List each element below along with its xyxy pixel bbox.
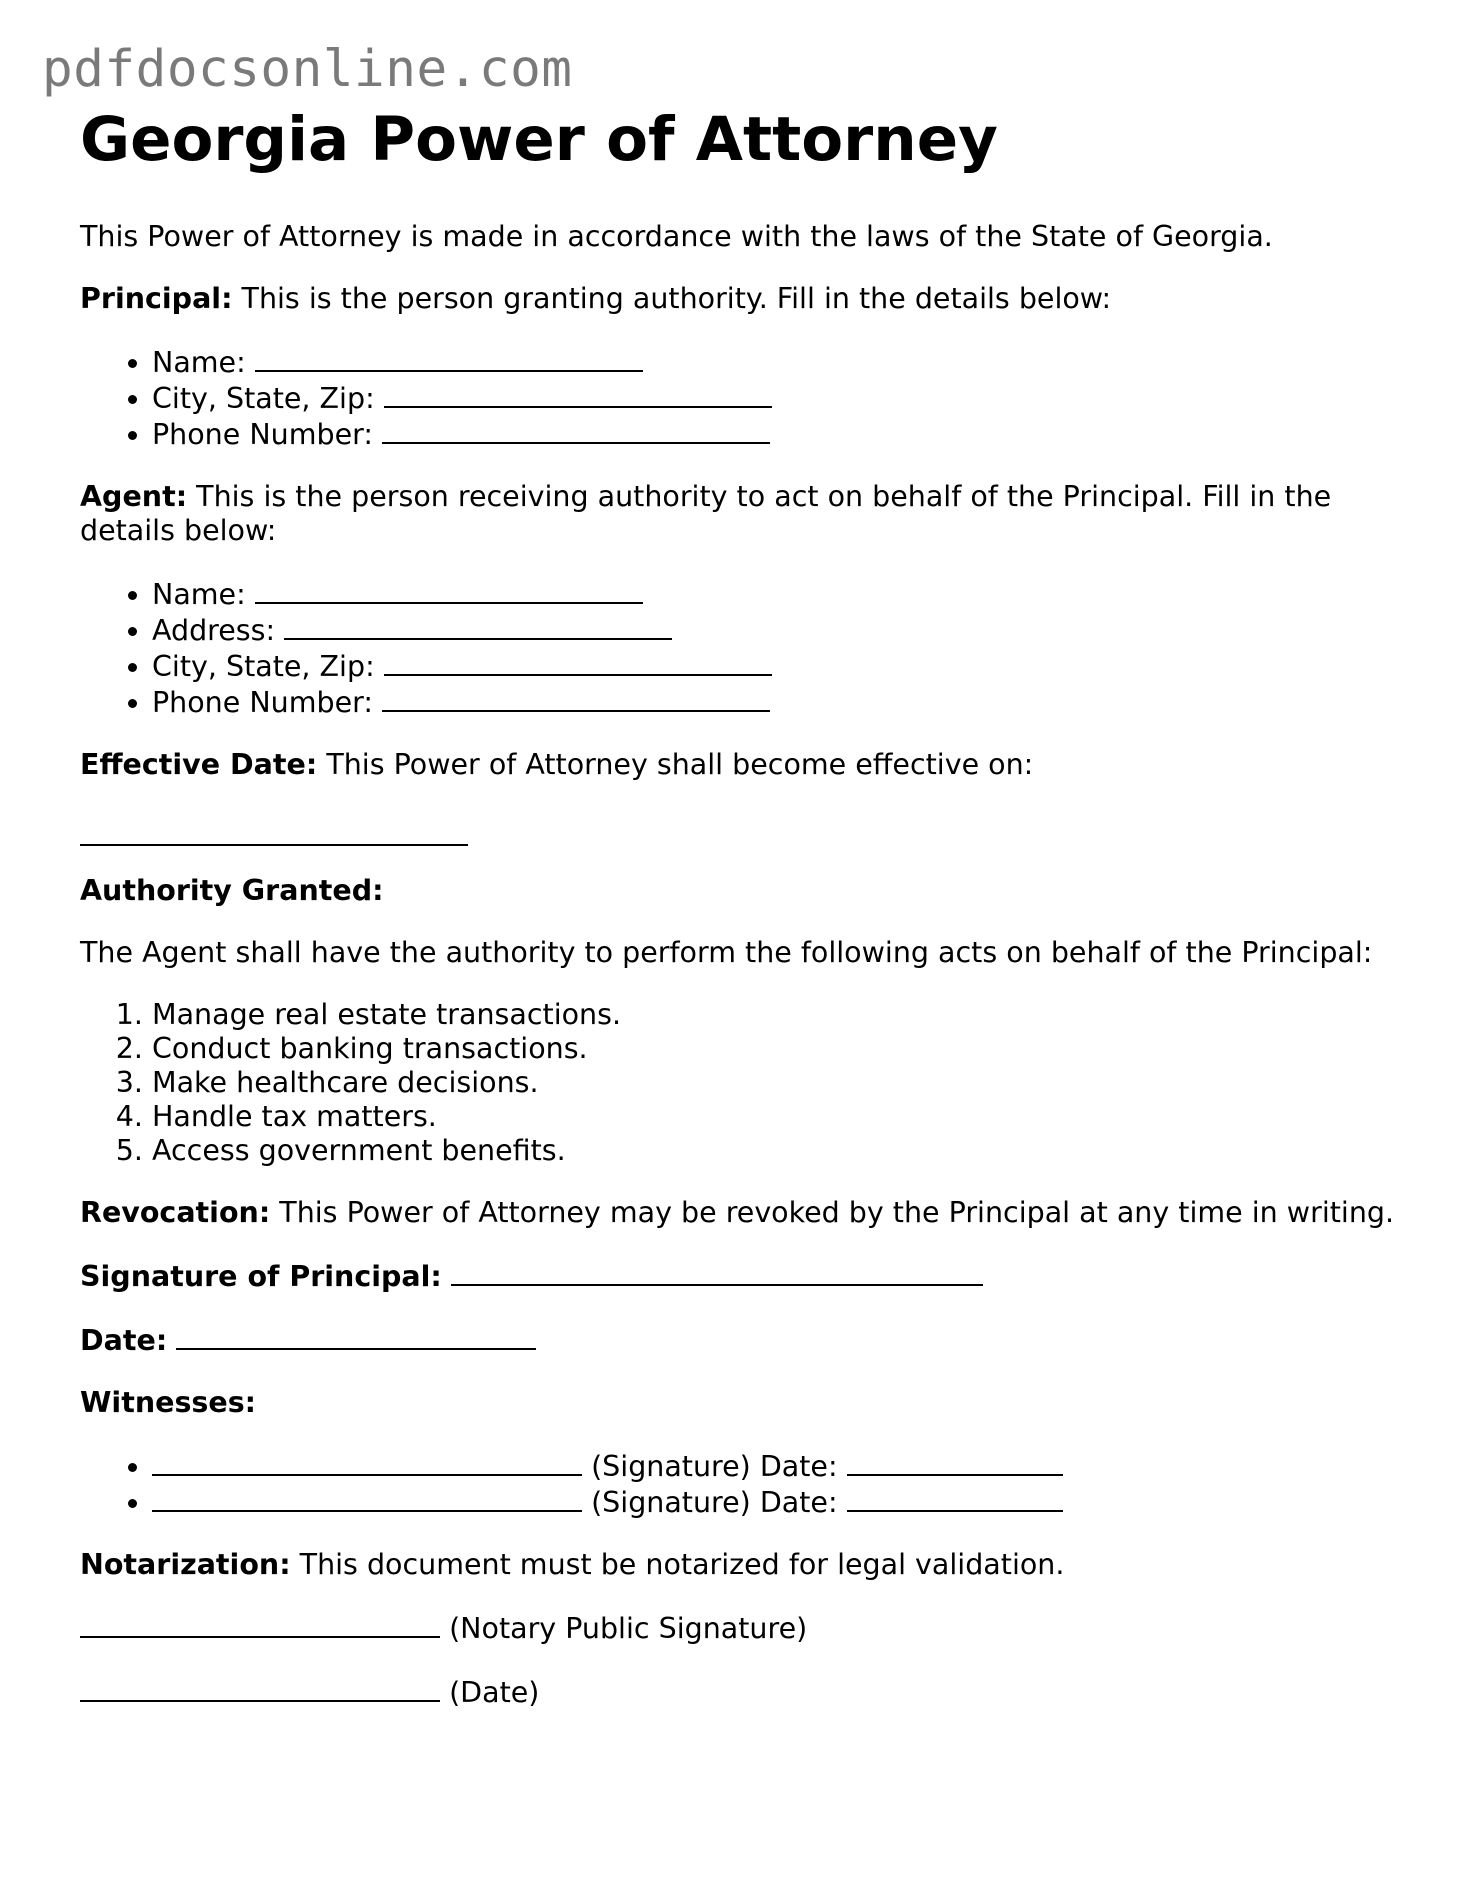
principal-signature-label: Signature of Principal: bbox=[80, 1260, 442, 1293]
principal-signature-line bbox=[80, 1258, 1400, 1294]
date-line bbox=[80, 1322, 1400, 1358]
agent-phone-blank[interactable] bbox=[382, 684, 770, 712]
document-body bbox=[80, 104, 1400, 1710]
authority-list bbox=[80, 998, 1400, 1168]
notary-signature-blank[interactable] bbox=[80, 1610, 440, 1638]
agent-paragraph bbox=[80, 480, 1400, 548]
agent-address-blank[interactable] bbox=[284, 612, 672, 640]
witness-signature-label: (Signature) Date: bbox=[591, 1450, 838, 1483]
agent-name-field bbox=[152, 576, 1400, 612]
date-label: Date: bbox=[80, 1324, 168, 1357]
revocation-text: This Power of Attorney may be revoked by the Principal at any time in writing. bbox=[279, 1196, 1395, 1229]
agent-label: Agent: bbox=[80, 480, 188, 513]
principal-name-blank[interactable] bbox=[255, 344, 643, 372]
field-label: Name: bbox=[152, 578, 246, 611]
notary-date-label: (Date) bbox=[449, 1676, 540, 1709]
agent-city-field bbox=[152, 648, 1400, 684]
principal-fields-list bbox=[80, 344, 1400, 452]
effective-date-label: Effective Date: bbox=[80, 748, 318, 781]
principal-phone-field bbox=[152, 416, 1400, 452]
principal-name-field bbox=[152, 344, 1400, 380]
agent-fields-list bbox=[80, 576, 1400, 720]
intro-paragraph: This Power of Attorney is made in accordance with the laws of the State of Georgia. bbox=[80, 220, 1273, 253]
notarization-paragraph bbox=[80, 1548, 1400, 1582]
witness-line bbox=[152, 1448, 1400, 1484]
witness-date-blank[interactable] bbox=[847, 1448, 1063, 1476]
authority-item: 2. Conduct banking transactions. bbox=[152, 1032, 1400, 1066]
revocation-paragraph bbox=[80, 1196, 1400, 1230]
witness-line bbox=[152, 1484, 1400, 1520]
notarization-text: This document must be notarized for legal validation. bbox=[299, 1548, 1065, 1581]
witness-signature-blank[interactable] bbox=[152, 1484, 582, 1512]
agent-text: This is the person receiving authority to act on behalf of the Principal. Fill in the details below: bbox=[80, 480, 1332, 547]
authority-item: 5. Access government benefits. bbox=[152, 1134, 1400, 1168]
witness-date-blank[interactable] bbox=[847, 1484, 1063, 1512]
authority-text: The Agent shall have the authority to perform the following acts on behalf of the Principal: bbox=[80, 936, 1373, 969]
notary-signature-label: (Notary Public Signature) bbox=[449, 1612, 808, 1645]
witnesses-heading: Witnesses: bbox=[80, 1386, 257, 1419]
field-label: Phone Number: bbox=[152, 686, 373, 719]
agent-name-blank[interactable] bbox=[255, 576, 643, 604]
effective-date-blank[interactable] bbox=[80, 816, 468, 846]
principal-text: This is the person granting authority. Fill in the details below: bbox=[241, 282, 1112, 315]
agent-address-field bbox=[152, 612, 1400, 648]
date-blank[interactable] bbox=[176, 1322, 536, 1350]
field-label: City, State, Zip: bbox=[152, 650, 375, 683]
principal-city-blank[interactable] bbox=[384, 380, 772, 408]
field-label: Address: bbox=[152, 614, 276, 647]
effective-date-text: This Power of Attorney shall become effective on: bbox=[326, 748, 1034, 781]
principal-city-field bbox=[152, 380, 1400, 416]
witness-signature-blank[interactable] bbox=[152, 1448, 582, 1476]
field-label: City, State, Zip: bbox=[152, 382, 375, 415]
notary-date-line bbox=[80, 1674, 1400, 1710]
document-title: Georgia Power of Attorney bbox=[80, 104, 998, 175]
field-label: Name: bbox=[152, 346, 246, 379]
principal-paragraph bbox=[80, 282, 1400, 316]
notary-signature-line bbox=[80, 1610, 1400, 1646]
notarization-label: Notarization: bbox=[80, 1548, 291, 1581]
authority-item: 3. Make healthcare decisions. bbox=[152, 1066, 1400, 1100]
witnesses-list bbox=[80, 1448, 1400, 1520]
authority-heading: Authority Granted: bbox=[80, 874, 384, 907]
notary-date-blank[interactable] bbox=[80, 1674, 440, 1702]
principal-signature-blank[interactable] bbox=[451, 1258, 983, 1286]
effective-date-paragraph bbox=[80, 748, 1400, 782]
field-label: Phone Number: bbox=[152, 418, 373, 451]
agent-phone-field bbox=[152, 684, 1400, 720]
principal-label: Principal: bbox=[80, 282, 233, 315]
witness-signature-label: (Signature) Date: bbox=[591, 1486, 838, 1519]
principal-phone-blank[interactable] bbox=[382, 416, 770, 444]
authority-item: 4. Handle tax matters. bbox=[152, 1100, 1400, 1134]
agent-city-blank[interactable] bbox=[384, 648, 772, 676]
watermark: pdfdocsonline.com bbox=[42, 40, 573, 99]
revocation-label: Revocation: bbox=[80, 1196, 271, 1229]
authority-item: 1. Manage real estate transactions. bbox=[152, 998, 1400, 1032]
